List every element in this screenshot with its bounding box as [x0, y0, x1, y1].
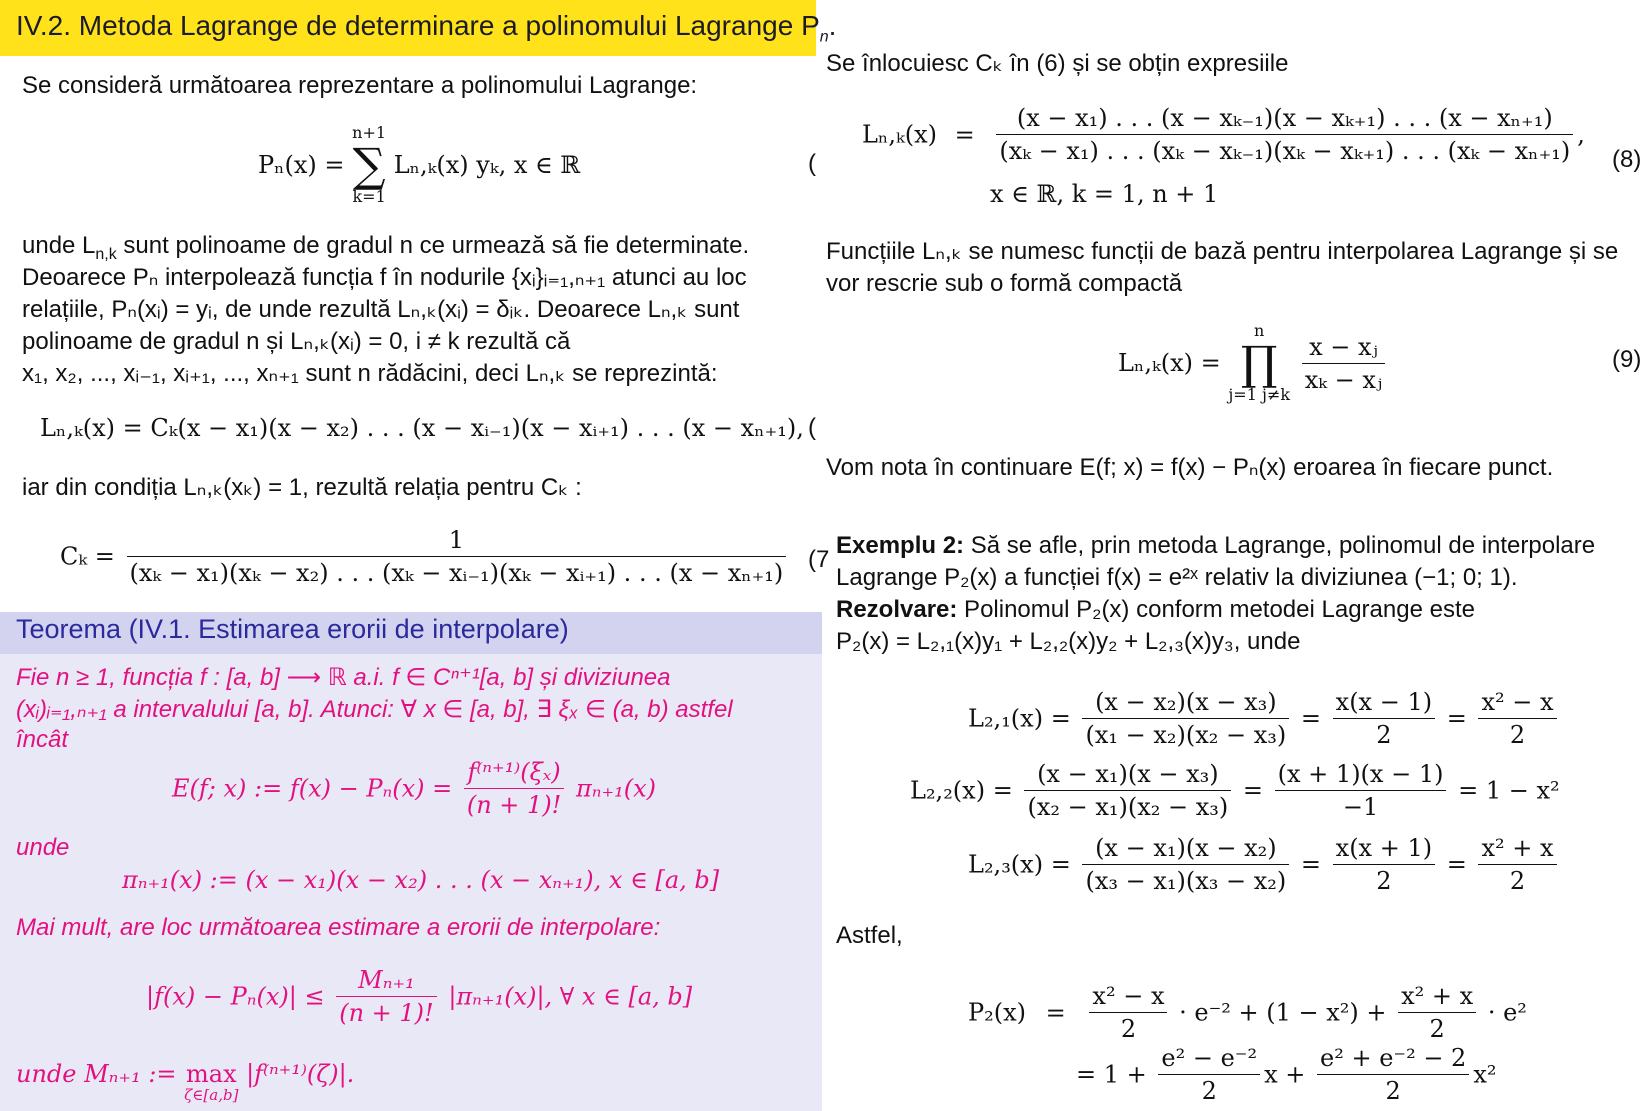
equation-L23: L₂,₃(x) = $\frac{\text{(x − x₁)(x − x₂)}}{\text{(x₃ − x₁)(x₃ − x₂)}}$ = $\frac{x(x + 1)}{2}$ = $\frac{\text{x² + x}}{2}$ [968, 834, 1561, 895]
intro-text: Se consideră următoarea reprezentare a polinomului Lagrange: [22, 72, 698, 99]
eq-number-partial: ( [808, 150, 816, 177]
equation-8-condition: x ∈ ℝ, k = 1, n + 1 [990, 180, 1219, 208]
functions-line-2: vor rescrie sub o formă compactă [826, 270, 1183, 297]
eq-number-partial-7: (7 [808, 546, 830, 573]
equation-L21: L₂,₁(x) = $\frac{\text{(x − x₂)(x − x₃)}}{\text{(x₁ − x₂)(x₂ − x₃)}}$ = $\frac{x(x - 1)}{2}$ = $\frac{\text{x² − x}}{2}$ [968, 688, 1561, 749]
example-line-1: Exemplu 2: Să se afle, prin metoda Lagrange, polinomul de interpolare [836, 532, 1596, 559]
example-line-2: Lagrange P₂(x) a funcției f(x) = e²ˣ relativ la diviziunea (−1; 0; 1). [836, 564, 1518, 591]
error-note: Vom nota în continuare E(f; x) = f(x) − Pₙ(x) eroarea în fiecare punct. [826, 454, 1554, 481]
equation-8: Lₙ,ₖ(x) = $\frac{\text{(x − x₁) . . . (x − xₖ₋₁)(x − xₖ₊₁) . . . (x − xₙ₊₁)}}{\text{(xₖ − x₁) . . . (xₖ − xₖ₋₁)(xₖ − xₖ₊₁) . . . (xₖ − xₙ₊₁)}}$ , [862, 104, 1585, 165]
equation-L22: L₂,₂(x) = $\frac{\text{(x − x₁)(x − x₃)}}{\text{(x₂ − x₁)(x₂ − x₃)}}$ = $\frac{(x + 1)(x - 1)}{-1}$ = 1 − x² [910, 760, 1560, 821]
error-estimate: |f(x) − Pₙ(x)| ≤ $\frac{\text{Mₙ₊₁}}{(n + 1)!}$ |πₙ₊₁(x)|, ∀ x ∈ [a, b] [146, 966, 693, 1027]
equation-Lnk-product: Lₙ,ₖ(x) = Cₖ(x − x₁)(x − x₂) . . . (x − xᵢ₋₁)(x − xᵢ₊₁) . . . (x − xₙ₊₁), [40, 414, 804, 442]
paragraph-line-1: unde $L_{n,k}$ sunt polinoame de gradul n ce urmează să fie determinate. [22, 232, 750, 263]
equation-Pn: Pₙ(x) = n+1 ∑ k=1 Lₙ,ₖ(x) yₖ, x ∈ ℝ [258, 123, 581, 206]
error-formula: E(f; x) := f(x) − Pₙ(x) = $\frac{\text{f⁽ⁿ⁺¹⁾(ξₓ)}}{(n + 1)!}$ πₙ₊₁(x) [172, 758, 657, 819]
paragraph-line-3: relațiile, Pₙ(xᵢ) = yᵢ, de unde rezultă Lₙ,ₖ(xᵢ) = δᵢₖ. Deoarece Lₙ,ₖ sunt [22, 296, 740, 323]
pi-definition: πₙ₊₁(x) := (x − x₁)(x − x₂) . . . (x − xₙ₊₁), x ∈ [a, b] [122, 866, 720, 894]
paragraph-line-5: x₁, x₂, ..., xᵢ₋₁, xᵢ₊₁, ..., xₙ₊₁ sunt n rădăcini, deci Lₙ,ₖ se reprezintă: [22, 360, 718, 387]
eq-number-partial-6: ( [808, 414, 816, 441]
equation-Ck: Cₖ = 1 (xₖ − x₁)(xₖ − x₂) . . . (xₖ − xᵢ₋₁)(xₖ − xᵢ₊₁) . . . (x − xₙ₊₁) [60, 526, 790, 587]
M-definition: unde Mₙ₊₁ := max ζ∈[a,b] |f⁽ⁿ⁺¹⁾(ζ)|. [16, 1060, 355, 1104]
theorem-line-1: Fie n ≥ 1, funcția f : [a, b] ⟶ ℝ a.i. f ∈ Cⁿ⁺¹[a, b] și diviziunea [16, 664, 671, 691]
equation-P2-line2: = 1 + $\frac{\text{e² − e⁻²}}{2}$ x + $\frac{\text{e² + e⁻² − 2}}{2}$ x² [1076, 1044, 1497, 1105]
solution-line-1: Rezolvare: Polinomul P₂(x) conform metodei Lagrange este [836, 596, 1475, 623]
eq-number-9: (9) [1612, 346, 1642, 373]
solution-line-2: P₂(x) = L₂,₁(x)y₁ + L₂,₂(x)y₂ + L₂,₃(x)y₃, unde [836, 628, 1301, 655]
functions-line-1: Funcțiile Lₙ,ₖ se numesc funcții de bază pentru interpolarea Lagrange și se [826, 238, 1619, 265]
equation-9: Lₙ,ₖ(x) = n ∏ j=1 j≠k $\frac{\text{x − xⱼ}}{\text{xₖ − xⱼ}}$ [1118, 322, 1389, 404]
eq-number-8: (8) [1612, 146, 1642, 173]
theorem-mai-mult: Mai mult, are loc următoarea estimare a erorii de interpolare: [16, 914, 661, 941]
right-intro: Se înlocuiesc Cₖ în (6) și se obțin expresiile [826, 50, 1289, 77]
section-title: IV.2. Metoda Lagrange de determinare a polinomului Lagrange $P_n$. [16, 10, 837, 46]
equation-P2-line1: P₂(x) = $\frac{\text{x² − x}}{2}$ · e⁻² + (1 − x²) + $\frac{\text{x² + x}}{2}$ · e² [968, 982, 1527, 1043]
condition-text: iar din condiția Lₙ,ₖ(xₖ) = 1, rezultă relația pentru Cₖ : [22, 474, 582, 501]
product-symbol: n ∏ j=1 j≠k [1228, 321, 1291, 404]
sum-symbol: n+1 ∑ k=1 [352, 123, 387, 206]
paragraph-line-2: Deoarece Pₙ interpolează funcția f în nodurile {xᵢ}ᵢ₌₁,ₙ₊₁ atunci au loc [22, 264, 747, 291]
astfel-text: Astfel, [836, 922, 903, 949]
theorem-unde: unde [16, 834, 70, 861]
theorem-line-3: încât [16, 726, 69, 753]
paragraph-line-4: polinoame de gradul n și Lₙ,ₖ(xᵢ) = 0, i ≠ k rezultă că [22, 328, 571, 355]
theorem-line-2: (xᵢ)ᵢ₌₁,ₙ₊₁ a intervalului [a, b]. Atunci: ∀ x ∈ [a, b], ∃ ξₓ ∈ (a, b) astfel [16, 696, 733, 723]
theorem-title: Teorema (IV.1. Estimarea erorii de interpolare) [16, 614, 569, 644]
